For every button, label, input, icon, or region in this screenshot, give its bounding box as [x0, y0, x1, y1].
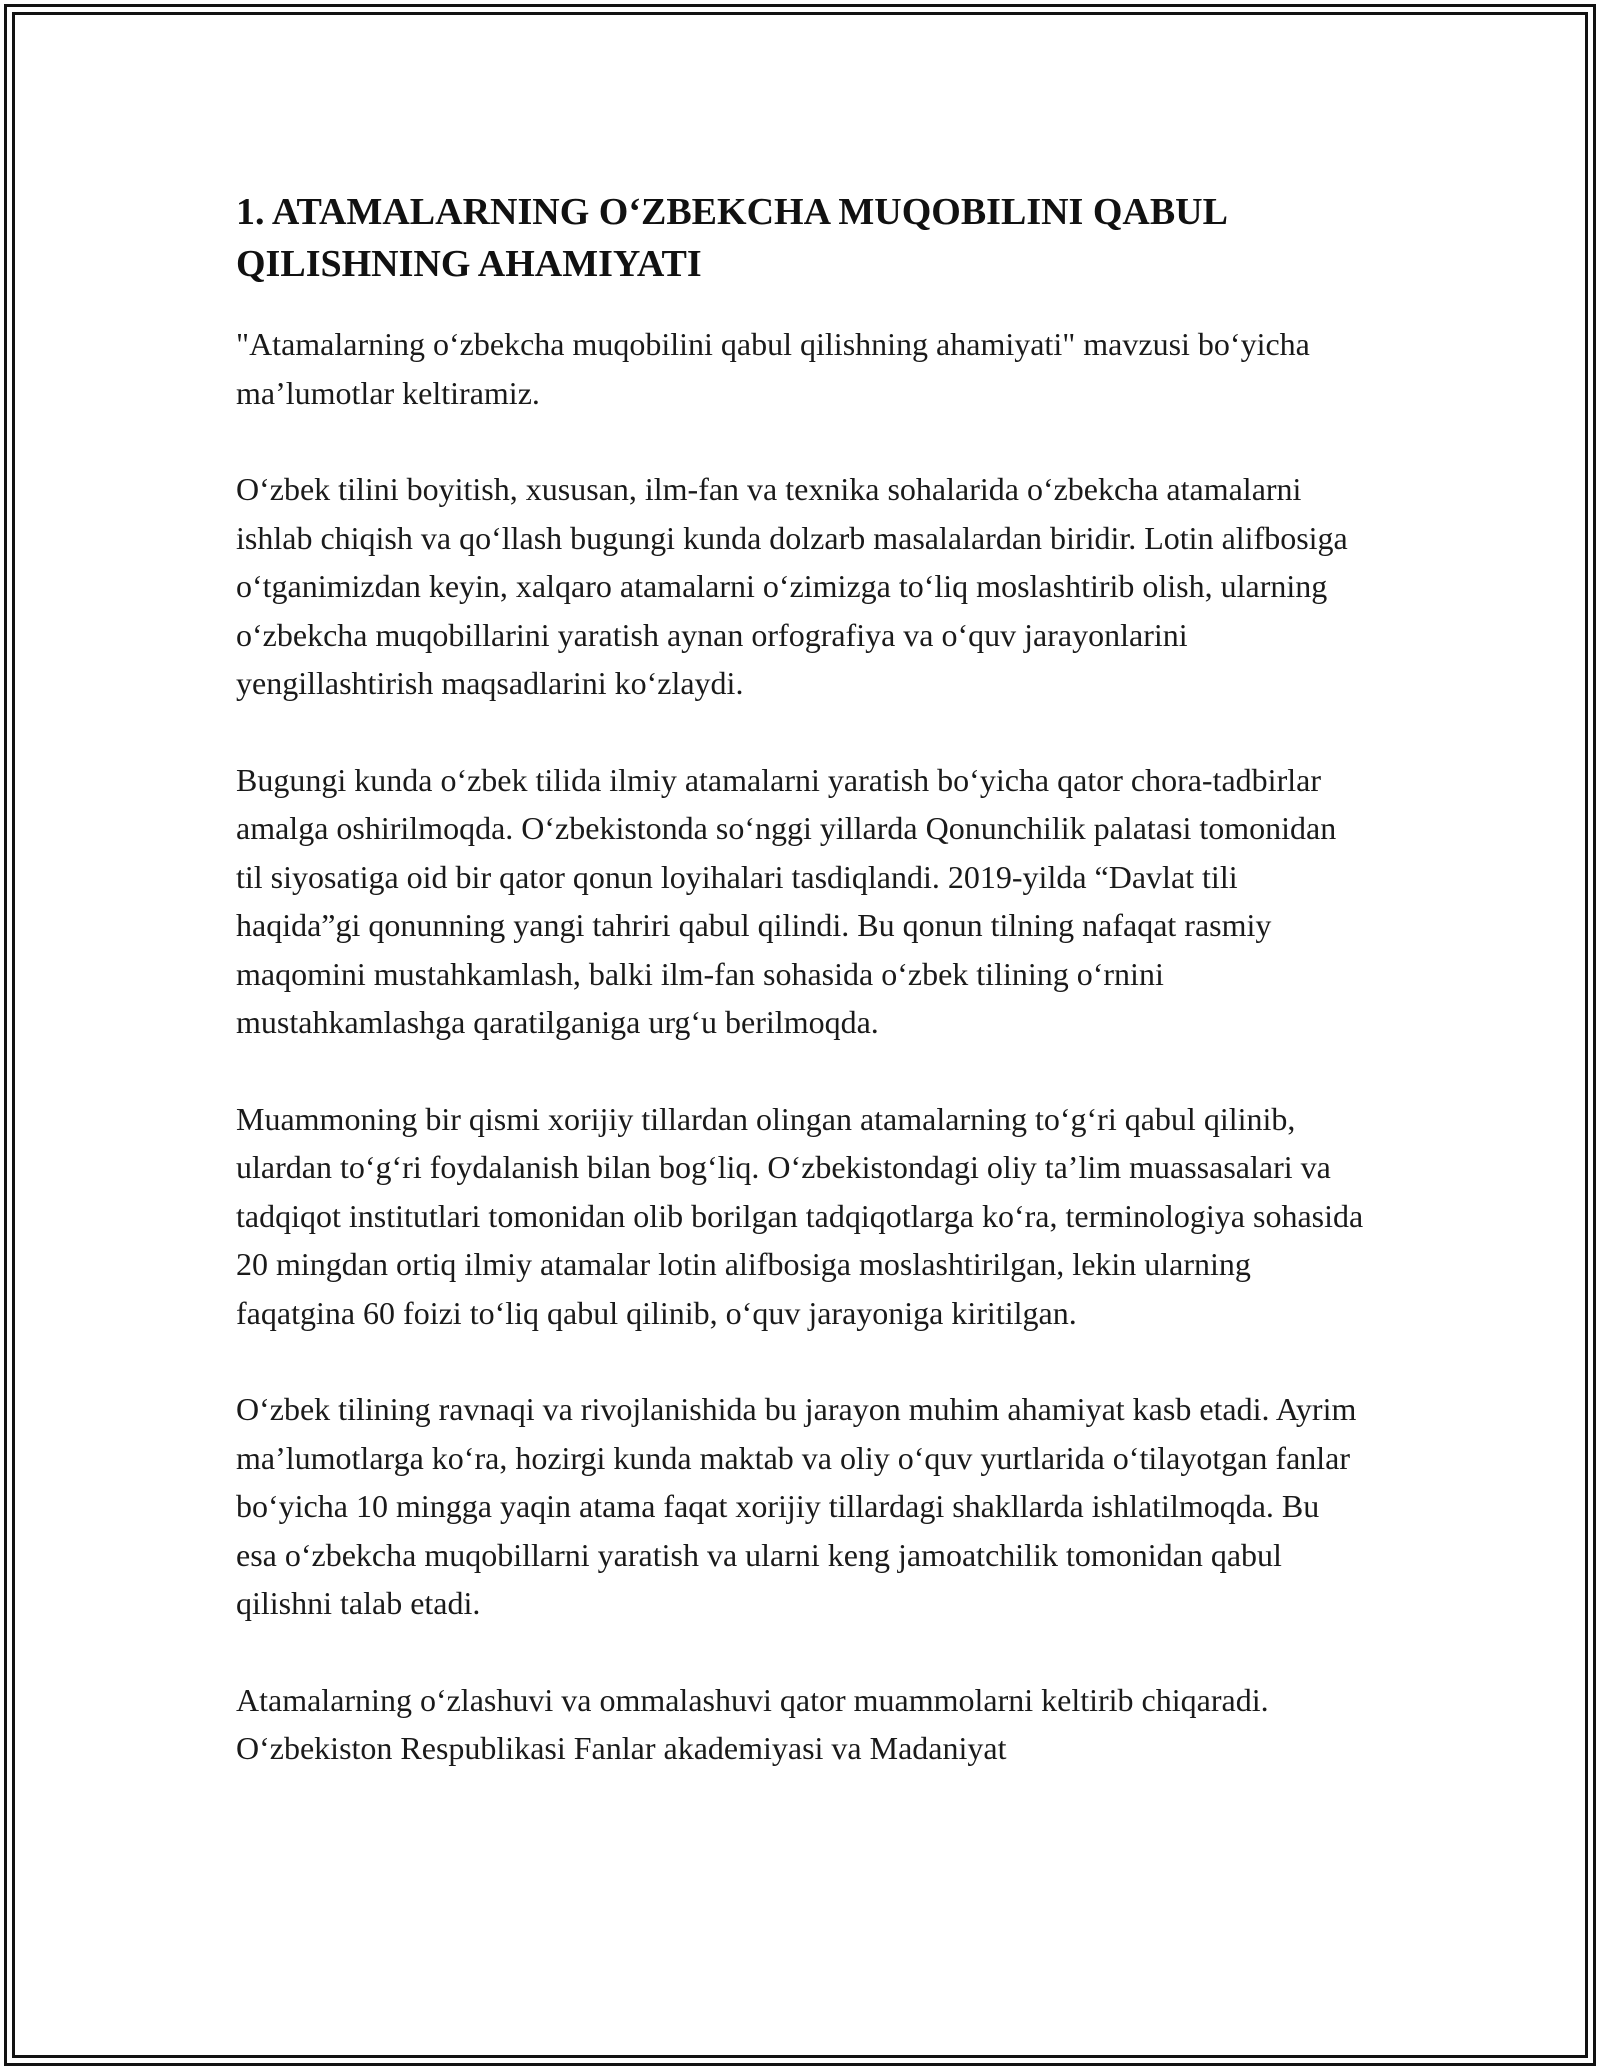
- paragraph-6: Atamalarning o‘zlashuvi va ommalashuvi qator muammolarni keltirib chiqaradi. O‘zbekiston Respublikasi Fanlar akademiyasi va Madaniyat: [236, 1681, 1269, 1766]
- paragraph-5: O‘zbek tilining ravnaqi va rivojlanishida bu jarayon muhim ahamiyat kasb etadi. Ayrim ma’lumotlarga ko‘ra, hozirgi kunda maktab va oliy o‘quv yurtlarida o‘tilayotgan fanlar bo‘yicha 10 mingga yaqin atama faqat xorijiy tillardagi shakllarda ishlatilmoqda. Bu esa o‘zbekcha muqobillarni yaratish va ularni keng jamoatchilik tomonidan qabul qilishni talab etadi.: [236, 1391, 1357, 1621]
- document-body: [236, 186, 1366, 1773]
- page-title: 1. ATAMALARNING O‘ZBEKCHA MUQOBILINI QABUL QILISHNING AHAMIYATI: [236, 191, 1226, 285]
- paragraph-4: Muammoning bir qismi xorijiy tillardan olingan atamalarning to‘g‘ri qabul qilinib, ulardan to‘g‘ri foydalanish bilan bog‘liq. O‘zbekistondagi oliy ta’lim muassasalari va tadqiqot institutlari tomonidan olib borilgan tadqiqotlarga ko‘ra, terminologiya sohasida 20 mingdan ortiq ilmiy atamalar lotin alifbosiga moslashtirilgan, lekin ularning faqatgina 60 foizi to‘liq qabul qilinib, o‘quv jarayoniga kiritilgan.: [236, 1100, 1364, 1331]
- paragraph-2: O‘zbek tilini boyitish, xususan, ilm-fan va texnika sohalarida o‘zbekcha atamalarni ishlab chiqish va qo‘llash bugungi kunda dolzarb masalalardan biridir. Lotin alifbosiga o‘tganimizdan keyin, xalqaro atamalarni o‘zimizga to‘liq moslashtirib olish, ularning o‘zbekcha muqobillarini yaratish aynan orfografiya va o‘quv jarayonlarini yengillashtirish maqsadlarini ko‘zlaydi.: [236, 471, 1348, 701]
- paragraph-3: Bugungi kunda o‘zbek tilida ilmiy atamalarni yaratish bo‘yicha qator chora-tadbirlar amalga oshirilmoqda. O‘zbekistonda so‘nggi yillarda Qonunchilik palatasi tomonidan til siyosatiga oid bir qator qonun loyihalari tasdiqlandi. 2019-yilda “Davlat tili haqida”gi qonunning yangi tahriri qabul qilindi. Bu qonun tilning nafaqat rasmiy maqomini mustahkamlash, balki ilm-fan sohasida o‘zbek tilining o‘rnini mustahkamlashga qaratilganiga urg‘u berilmoqda.: [236, 761, 1337, 1040]
- paragraph-1: "Atamalarning o‘zbekcha muqobilini qabul qilishning ahamiyati" mavzusi bo‘yicha ma’lumotlar keltiramiz.: [236, 326, 1310, 411]
